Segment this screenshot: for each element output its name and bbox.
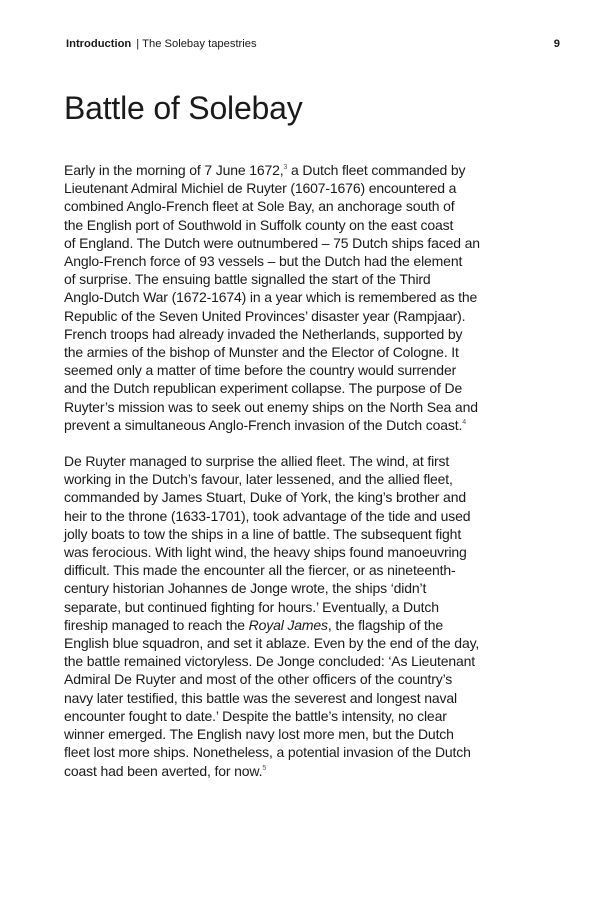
text-run: , the flagship of the [327,616,444,633]
text-line: combined Anglo-French fleet at Sole Bay, an anchorage south of [64,198,455,215]
text-line: and the Dutch republican experiment collapse. The purpose of De [64,380,463,397]
header-section: Introduction [66,38,132,50]
text-line: difficult. This made the encounter all the fiercer, or as nineteenth- [64,562,456,579]
text-line: English blue squadron, and set it ablaze. Even by the end of the day, [64,635,480,652]
text-line: navy later testified, this battle was the severest and longest naval [64,689,457,706]
text-line: commanded by James Stuart, Duke of York, the king’s brother and [64,489,466,506]
text-run: a Dutch fleet commanded by [287,162,466,178]
text-line: separate, but continued fighting for hours.’ Eventually, a Dutch [64,598,439,615]
text-line: Anglo-Dutch War (1672-1674) in a year which is remembered as the [64,289,478,306]
text-line: winner emerged. The English navy lost more men, but the Dutch [64,726,454,743]
text-line: Anglo-French force of 93 vessels – but the Dutch had the element [64,253,463,270]
body-text [64,161,516,798]
paragraph-1 [64,161,516,434]
text-line: Ruyter’s mission was to seek out enemy ships on the North Sea and [64,398,478,415]
text-run: Early in the morning of 7 June 1672, [64,162,284,178]
text-run: prevent a simultaneous Anglo-French invasion of the Dutch coast. [64,416,463,433]
text-line: heir to the throne (1633-1701), took advantage of the tide and used [64,507,471,524]
text-line: was ferocious. With light wind, the heavy ships found manoeuvring [64,544,467,561]
text-line: jolly boats to tow the ships in a line of battle. The subsequent fight [64,525,462,542]
text-line: the armies of the bishop of Munster and the Elector of Cologne. It [64,344,459,361]
text-line: fleet lost more ships. Nonetheless, a potential invasion of the Dutch [64,744,471,761]
text-line: seemed only a matter of time before the country would surrender [64,362,457,379]
text-line: the battle remained victoryless. De Jonge concluded: ‘As Lieutenant [64,653,475,670]
text-line: century historian Johannes de Jonge wrote, the ships ‘didn’t [64,580,427,597]
footnote-ref-4[interactable]: 4 [462,418,466,426]
text-line [64,161,516,179]
text-line: Republic of the Seven United Provinces’ disaster year (Rampjaar). [64,307,466,324]
ship-name-royal-james: Royal James [248,616,328,633]
text-line: of England. The Dutch were outnumbered – 75 Dutch ships faced an [64,234,480,251]
text-line [64,762,516,780]
text-line: De Ruyter managed to surprise the allied fleet. The wind, at first [64,453,450,470]
text-line: Lieutenant Admiral Michiel de Ruyter (1607-1676) encountered a [64,180,457,197]
text-line: Admiral De Ruyter and most of the other officers of the country’s [64,671,453,688]
footnote-ref-5[interactable]: 5 [262,764,267,772]
paragraph-2 [64,452,516,780]
footnote-ref-3[interactable]: 3 [283,164,288,171]
text-run: fireship managed to reach the [64,616,249,633]
text-line: encounter fought to date.’ Despite the battle’s intensity, no clear [64,707,447,724]
header-chapter: The Solebay tapestries [142,38,257,50]
page-number: 9 [553,38,560,50]
page-title: Battle of Solebay [64,90,303,126]
text-line: of surprise. The ensuing battle signalled the start of the Third [64,271,431,288]
text-line [64,416,516,434]
text-line: working in the Dutch’s favour, later lessened, and the allied fleet, [64,471,453,488]
text-run: coast had been averted, for now. [64,762,263,779]
text-line: the English port of Southwold in Suffolk county on the east coast [64,216,454,233]
text-line [64,616,516,634]
text-line: French troops had already invaded the Netherlands, supported by [64,325,463,342]
running-header [66,36,560,52]
header-separator: | [136,38,140,50]
